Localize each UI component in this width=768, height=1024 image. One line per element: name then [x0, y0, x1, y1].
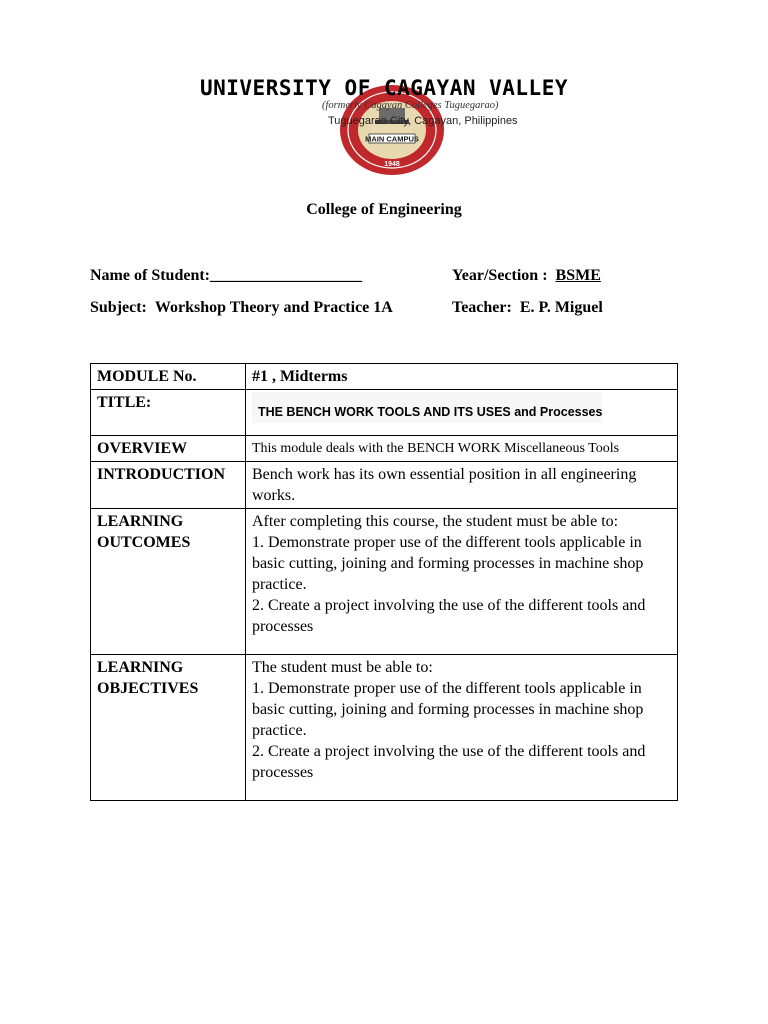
seal-campus-text: MAIN CAMPUS	[365, 134, 419, 144]
title-cell	[245, 390, 677, 436]
title-value: THE BENCH WORK TOOLS AND ITS USES and Processes	[252, 392, 603, 423]
title-row	[91, 390, 678, 436]
learning-objectives-row	[91, 655, 678, 801]
overview-value: This module deals with the BENCH WORK Miscellaneous Tools	[245, 436, 677, 462]
year-section-line	[452, 267, 601, 285]
introduction-row	[91, 462, 678, 509]
learning-objectives-value: The student must be able to: 1. Demonstrate proper use of the different tools applicable in basic cutting, joining and forming processes in machine shop practice. 2. Create a project involving the use of the different tools and processes	[245, 655, 677, 801]
subject-label: Subject:	[90, 299, 147, 316]
overview-row	[91, 436, 678, 462]
teacher-value: E. P. Miguel	[519, 299, 603, 316]
letterhead	[0, 0, 768, 180]
subject-value: Workshop Theory and Practice 1A	[154, 299, 393, 316]
student-name-line	[90, 267, 362, 285]
module-table	[90, 363, 678, 801]
university-location: Tuguegarao City, Cagayan, Philippines	[328, 115, 518, 127]
title-label: TITLE:	[91, 390, 246, 436]
university-former-name: (formerly Cagayan Colleges Tuguegarao)	[322, 100, 499, 111]
teacher-line	[452, 299, 603, 317]
teacher-label: Teacher:	[452, 299, 512, 316]
learning-outcomes-row	[91, 509, 678, 655]
subject-line	[90, 299, 393, 317]
introduction-label: INTRODUCTION	[91, 462, 246, 509]
module-no-label: MODULE No.	[91, 364, 246, 390]
introduction-value: Bench work has its own essential position in all engineering works.	[245, 462, 677, 509]
module-no-value: #1 , Midterms	[245, 364, 677, 390]
learning-outcomes-label: LEARNING OUTCOMES	[91, 509, 246, 655]
college-name: College of Engineering	[306, 201, 462, 218]
student-name-label: Name of Student:	[90, 267, 210, 284]
module-no-row	[91, 364, 678, 390]
university-name: UNIVERSITY OF CAGAYAN VALLEY	[199, 76, 568, 100]
overview-label: OVERVIEW	[91, 436, 246, 462]
seal-year-text: 1948	[384, 161, 400, 168]
learning-objectives-label: LEARNING OBJECTIVES	[91, 655, 246, 801]
year-section-value: BSME	[555, 267, 601, 284]
student-name-blank: ___________________	[210, 267, 362, 284]
learning-outcomes-value: After completing this course, the student must be able to: 1. Demonstrate proper use of the different tools applicable in basic cutting, joining and forming processes in machine shop practice. 2. Create a project involving the use of the different tools and processes	[245, 509, 677, 655]
year-section-label: Year/Section :	[452, 267, 548, 284]
